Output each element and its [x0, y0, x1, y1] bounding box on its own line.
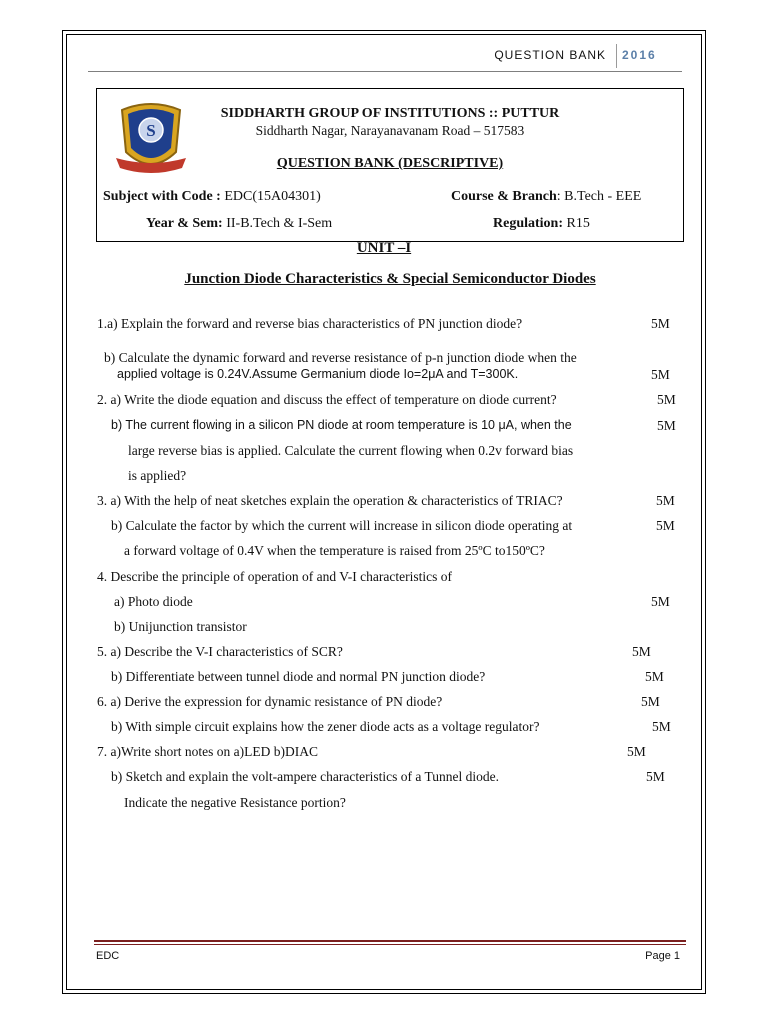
marks-5a: 5M: [632, 644, 651, 659]
header-year: 2016: [622, 48, 657, 62]
regulation-value: R15: [563, 216, 590, 231]
marks-1a: 5M: [651, 316, 670, 331]
subject-label: Subject with Code :: [103, 189, 221, 204]
unit-title: Junction Diode Characteristics & Special Semiconductor Diodes: [184, 271, 596, 287]
year-value: II-B.Tech & I-Sem: [222, 216, 333, 231]
regulation-label: Regulation:: [493, 216, 563, 231]
marks-7b: 5M: [646, 769, 665, 784]
question-2b-line1: b) The current flowing in a silicon PN diode at room temperature is 10 μA, when the: [111, 418, 572, 432]
question-1a: 1.a) Explain the forward and reverse bias characteristics of PN junction diode?: [97, 316, 523, 331]
question-4a: a) Photo diode: [114, 594, 193, 609]
course-value: : B.Tech - EEE: [556, 189, 642, 204]
marks-3b: 5M: [656, 518, 675, 533]
footer-rule: [94, 940, 686, 942]
question-1b-line1: b) Calculate the dynamic forward and reverse resistance of p-n junction diode when the: [104, 350, 577, 365]
question-3b-line1: b) Calculate the factor by which the current will increase in silicon diode operating at: [111, 518, 573, 533]
question-7b-line1: b) Sketch and explain the volt-ampere characteristics of a Tunnel diode.: [111, 769, 500, 784]
question-5b: b) Differentiate between tunnel diode and normal PN junction diode?: [111, 669, 486, 684]
header-rule: [88, 71, 682, 72]
footer-rule-thin: [94, 944, 686, 945]
question-5a: 5. a) Describe the V-I characteristics of SCR?: [97, 644, 343, 659]
institution-address: Siddharth Nagar, Narayanavanam Road – 517583: [255, 123, 525, 138]
subject-value: EDC(15A04301): [220, 189, 321, 204]
marks-2a: 5M: [657, 392, 676, 407]
course-field: [451, 189, 641, 205]
year-field: [146, 216, 332, 232]
course-label: Course & Branch: [451, 189, 557, 204]
question-7b-line2: Indicate the negative Resistance portion?: [124, 795, 346, 810]
question-6a: 6. a) Derive the expression for dynamic resistance of PN diode?: [97, 694, 443, 709]
marks-7a: 5M: [627, 744, 646, 759]
question-4b: b) Unijunction transistor: [114, 619, 247, 634]
marks-6a: 5M: [641, 694, 660, 709]
year-label: Year & Sem:: [146, 216, 223, 231]
marks-4a: 5M: [651, 594, 670, 609]
subject-field: [103, 189, 321, 205]
marks-2b: 5M: [657, 418, 676, 433]
marks-3a: 5M: [656, 493, 675, 508]
question-1b-line2: applied voltage is 0.24V.Assume Germanium diode Io=2μA and T=300K.: [117, 367, 519, 381]
document-title: QUESTION BANK (DESCRIPTIVE): [276, 156, 504, 171]
question-6b: b) With simple circuit explains how the zener diode acts as a voltage regulator?: [111, 719, 540, 734]
marks-6b: 5M: [652, 719, 671, 734]
footer-subject: EDC: [96, 950, 120, 962]
question-2b-line3: is applied?: [128, 468, 187, 483]
unit-label: UNIT –I: [356, 240, 412, 256]
footer-page-number: Page 1: [645, 950, 680, 962]
question-3a: 3. a) With the help of neat sketches explain the operation & characteristics of TRIAC?: [97, 493, 563, 508]
institution-name: SIDDHARTH GROUP OF INSTITUTIONS :: PUTTUR: [220, 106, 560, 121]
marks-5b: 5M: [645, 669, 664, 684]
question-2a: 2. a) Write the diode equation and discuss the effect of temperature on diode current?: [97, 392, 557, 407]
logo-letter: S: [146, 121, 156, 140]
regulation-field: [493, 216, 590, 232]
question-3b-line2: a forward voltage of 0.4V when the temperature is raised from 25ºC to150ºC?: [124, 543, 545, 558]
question-2b-line2: large reverse bias is applied. Calculate the current flowing when 0.2v forward bias: [128, 443, 574, 458]
question-7a: 7. a)Write short notes on a)LED b)DIAC: [97, 744, 319, 759]
marks-1b: 5M: [651, 367, 670, 382]
header-separator: [616, 44, 617, 68]
header-label: QUESTION BANK: [494, 48, 606, 62]
question-4: 4. Describe the principle of operation of and V-I characteristics of: [97, 569, 452, 584]
